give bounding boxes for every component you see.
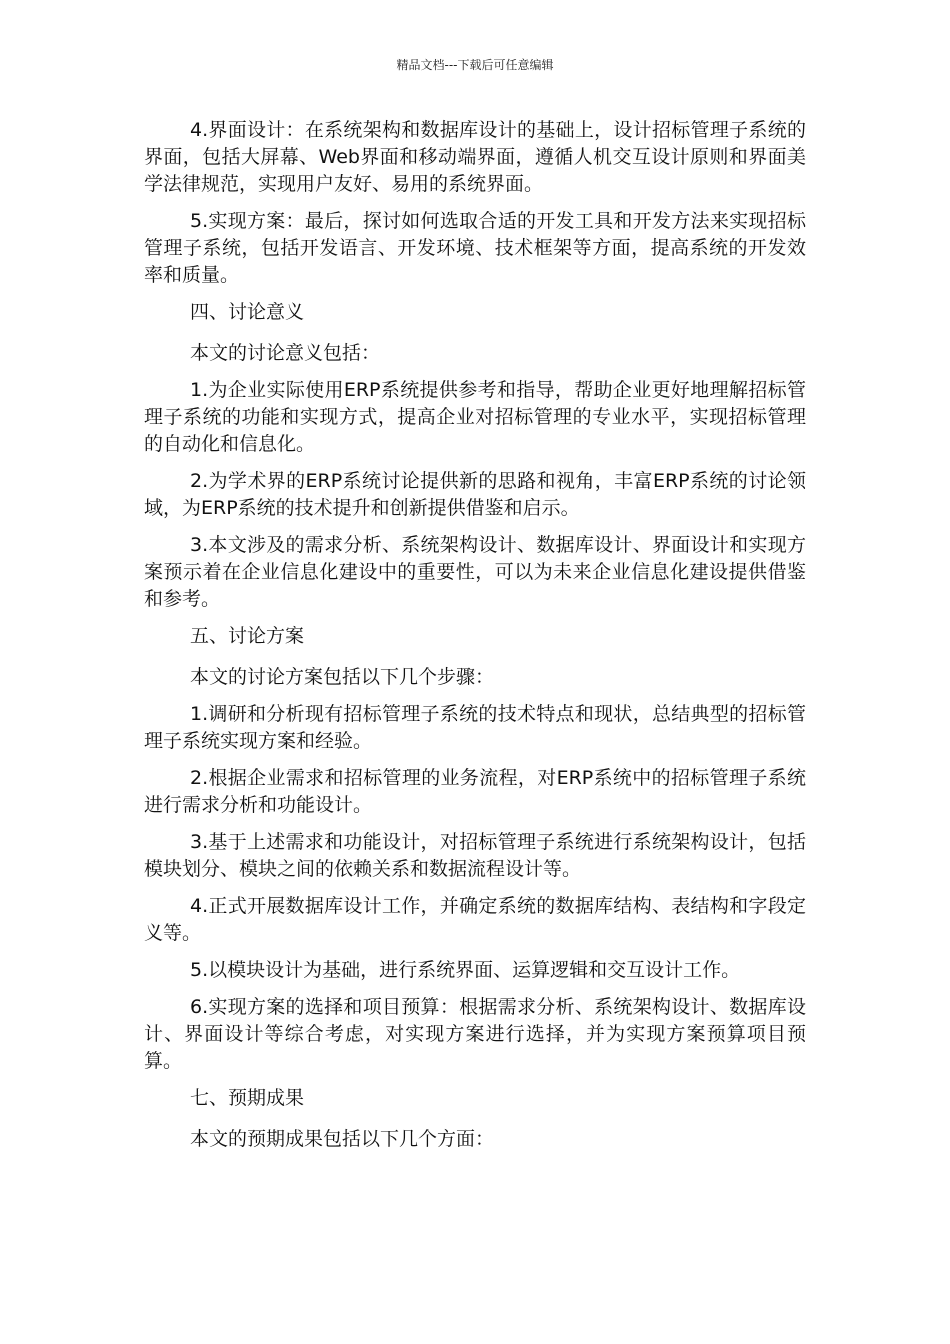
paragraph-plan-step-1: 1.调研和分析现有招标管理子系统的技术特点和现状，总结典型的招标管理子系统实现方案和经验。 (144, 703, 806, 752)
paragraph-plan-step-4: 4.正式开展数据库设计工作，并确定系统的数据库结构、表结构和字段定义等。 (144, 895, 806, 944)
paragraph-plan-step-6: 6.实现方案的选择和项目预算：根据需求分析、系统架构设计、数据库设计、界面设计等综合考虑，对实现方案进行选择，并为实现方案预算项目预算。 (144, 996, 806, 1072)
section-heading-significance: 四、讨论意义 (190, 301, 305, 323)
section-heading-expected-results: 七、预期成果 (190, 1087, 305, 1109)
paragraph-significance-2: 2.为学术界的ERP系统讨论提供新的思路和视角，丰富ERP系统的讨论领域，为ERP系统的技术提升和创新提供借鉴和启示。 (144, 470, 806, 519)
page-header: 精品文档---下载后可任意编辑 (396, 58, 554, 72)
paragraph-significance-1: 1.为企业实际使用ERP系统提供参考和指导，帮助企业更好地理解招标管理子系统的功能和实现方式，提高企业对招标管理的专业水平，实现招标管理的自动化和信息化。 (144, 379, 806, 455)
section-heading-plan: 五、讨论方案 (190, 625, 305, 647)
paragraph-expected-results-intro: 本文的预期成果包括以下几个方面： (190, 1128, 495, 1150)
paragraph-significance-3: 3.本文涉及的需求分析、系统架构设计、数据库设计、界面设计和实现方案预示着在企业信息化建设中的重要性，可以为未来企业信息化建设提供借鉴和参考。 (144, 534, 806, 610)
paragraph-interface-design: 4.界面设计：在系统架构和数据库设计的基础上，设计招标管理子系统的界面，包括大屏幕、Web界面和移动端界面，遵循人机交互设计原则和界面美学法律规范，实现用户友好、易用的系统界面。 (144, 119, 806, 195)
paragraph-significance-intro: 本文的讨论意义包括： (190, 342, 381, 364)
paragraph-plan-step-5: 5.以模块设计为基础，进行系统界面、运算逻辑和交互设计工作。 (190, 959, 741, 981)
paragraph-implementation-plan: 5.实现方案：最后，探讨如何选取合适的开发工具和开发方法来实现招标管理子系统，包括开发语言、开发环境、技术框架等方面，提高系统的开发效率和质量。 (144, 210, 806, 286)
paragraph-plan-step-2: 2.根据企业需求和招标管理的业务流程，对ERP系统中的招标管理子系统进行需求分析和功能设计。 (144, 767, 806, 816)
document-body (144, 117, 806, 1163)
paragraph-plan-intro: 本文的讨论方案包括以下几个步骤： (190, 666, 495, 688)
paragraph-plan-step-3: 3.基于上述需求和功能设计，对招标管理子系统进行系统架构设计，包括模块划分、模块之间的依赖关系和数据流程设计等。 (144, 831, 806, 880)
